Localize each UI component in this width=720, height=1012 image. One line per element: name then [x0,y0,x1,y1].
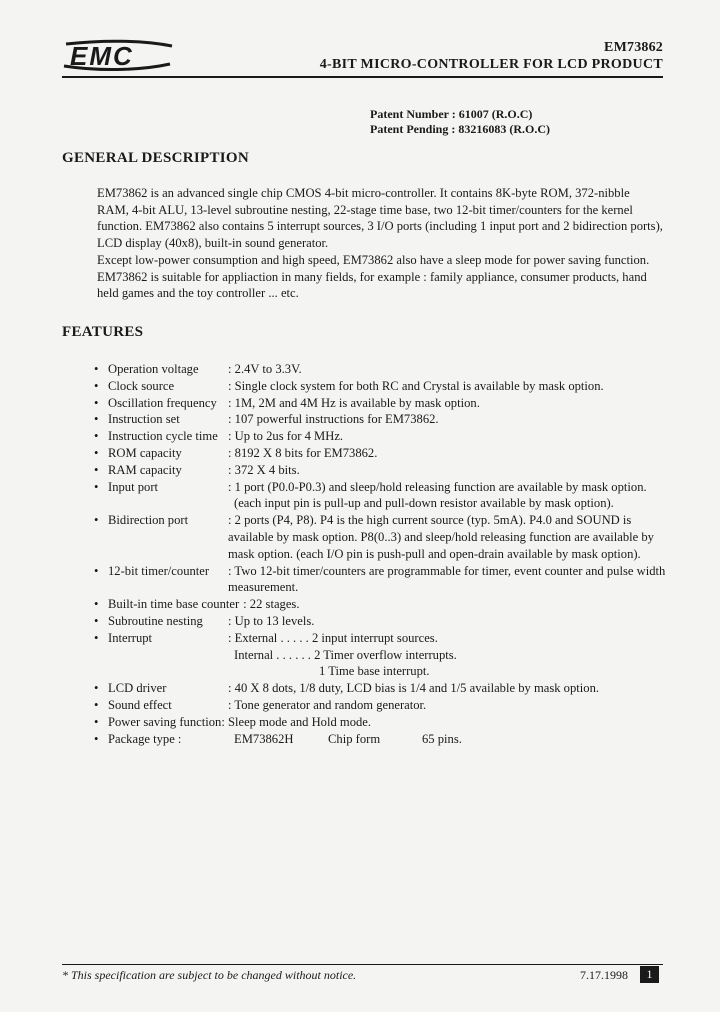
feature-label: Package type : [108,731,182,746]
feature-label: Subroutine nesting [108,613,203,628]
footer-note: * This specification are subject to be changed without notice. [62,968,357,982]
list-item [94,395,674,412]
feature-label: Sound effect [108,697,172,712]
list-item [94,731,674,748]
model-number: EM73862 [604,40,663,55]
features-list [94,361,674,747]
bullet: • [94,731,99,746]
bullet: • [94,462,99,477]
bullet: • [94,697,99,712]
feature-label: ROM capacity [108,445,182,460]
emc-logo [62,38,174,72]
list-item [94,428,674,445]
bullet: • [94,714,99,729]
list-item [94,630,674,680]
feature-label: Operation voltage [108,362,199,376]
bullet: • [94,513,99,528]
description-paragraph-1: EM73862 is an advanced single chip CMOS 4-bit micro-controller. It contains 8K-byte ROM, 372-nibble RAM, 4-bit ALU, 13-level subroutine nesting, 22-stage time base, two 12-bit timer/counters for the kernel function. EM73862 also contains 5 interrupt sources, 3 I/O ports (including 1 input port and 2 bidirection ports), LCD display (40x8), built-in sound generator. [97,186,663,251]
bullet: • [94,479,99,494]
product-title: 4-BIT MICRO-CONTROLLER FOR LCD PRODUCT [319,57,663,72]
feature-value-line: : External . . . . . 2 input interrupt sources. [228,630,438,645]
bullet: • [94,597,99,612]
description-paragraph-2: Except low-power consumption and high speed, EM73862 also have a sleep mode for power saving function. EM73862 is suitable for appliaction in many fields, for example : family appliance, consumer products, hand held games and the toy controller ... etc. [97,252,650,301]
feature-label: Instruction cycle time [108,429,218,444]
list-item [94,479,674,513]
list-item [94,613,674,630]
feature-label: Power saving function [108,714,222,729]
list-item [94,445,674,462]
feature-label: RAM capacity [108,462,182,477]
feature-value-line: measurement. [228,580,299,595]
patent-pending: Patent Pending : 83216083 (R.O.C) [370,122,550,136]
feature-label: LCD driver [108,681,167,696]
feature-label: Bidirection port [108,513,189,528]
feature-value: : Sleep mode and Hold mode. [221,714,372,729]
feature-value: : 40 X 8 dots, 1/8 duty, LCD bias is 1/4 and 1/5 available by mask option. [228,681,600,696]
general-description [97,185,663,302]
list-item [94,361,674,378]
list-item [94,512,674,562]
feature-value [228,563,674,597]
feature-value: : 2.4V to 3.3V. [228,362,302,376]
package-pins: 65 pins. [422,731,462,746]
list-item [94,714,674,731]
list-item [94,563,674,597]
feature-value-line: available by mask option. P8(0..3) and sleep/hold releasing function are available by [228,529,654,544]
logo-text: EMC [70,41,134,71]
feature-value [228,630,674,680]
feature-value: : 372 X 4 bits. [228,462,300,477]
bullet: • [94,395,99,410]
feature-value: : Up to 2us for 4 MHz. [228,429,344,444]
bullet: • [94,445,99,460]
feature-value-line: : 2 ports (P4, P8). P4 is the high current source (typ. 5mA). P4.0 and SOUND is [228,513,632,528]
feature-value: : 8192 X 8 bits for EM73862. [228,445,378,460]
feature-value [228,512,674,562]
feature-value: : 1M, 2M and 4M Hz is available by mask option. [228,395,480,410]
list-item [94,411,674,428]
feature-label: Built-in time base counter [108,597,240,612]
footer-rule [62,964,663,965]
feature-value: : Single clock system for both RC and Crystal is available by mask option. [228,378,604,393]
feature-value-line: mask option. (each I/O pin is push-pull and open-drain available by mask option). [228,546,641,561]
bullet: • [94,429,99,444]
feature-value-line: : Two 12-bit timer/counters are programmable for timer, event counter and pulse width [228,563,666,578]
general-description-heading: GENERAL DESCRIPTION [62,150,249,166]
bullet: • [94,563,99,578]
feature-value [228,731,674,748]
list-item [94,697,674,714]
feature-value: : 22 stages. [243,597,300,612]
list-item [94,596,674,613]
feature-value: : Tone generator and random generator. [228,697,427,712]
feature-value: : 107 powerful instructions for EM73862. [228,412,439,427]
feature-label: 12-bit timer/counter [108,563,210,578]
bullet: • [94,412,99,427]
feature-label: Clock source [108,378,175,393]
bullet: • [94,362,99,376]
footer-date: 7.17.1998 [580,968,628,982]
feature-value: : Up to 13 levels. [228,613,315,628]
feature-value [228,479,674,513]
feature-value-line: 1 Time base interrupt. [319,664,430,679]
bullet: • [94,613,99,628]
feature-value-line: (each input pin is pull-up and pull-down resistor available by mask option). [234,496,614,511]
feature-value-line: : 1 port (P0.0-P0.3) and sleep/hold releasing function are available by mask option. [228,479,647,494]
feature-label: Oscillation frequency [108,395,217,410]
package-part: EM73862H [234,731,294,746]
feature-label: Interrupt [108,630,153,645]
feature-label: Input port [108,479,159,494]
bullet: • [94,378,99,393]
list-item [94,462,674,479]
bullet: • [94,681,99,696]
page-number: 1 [640,966,659,983]
list-item [94,680,674,697]
list-item [94,378,674,395]
feature-value-line: Internal . . . . . . 2 Timer overflow interrupts. [234,647,457,662]
features-heading: FEATURES [62,324,144,340]
header-rule [62,76,663,78]
patent-number: Patent Number : 61007 (R.O.C) [370,107,533,121]
package-form: Chip form [328,731,381,746]
feature-label: Instruction set [108,412,180,427]
bullet: • [94,630,99,645]
